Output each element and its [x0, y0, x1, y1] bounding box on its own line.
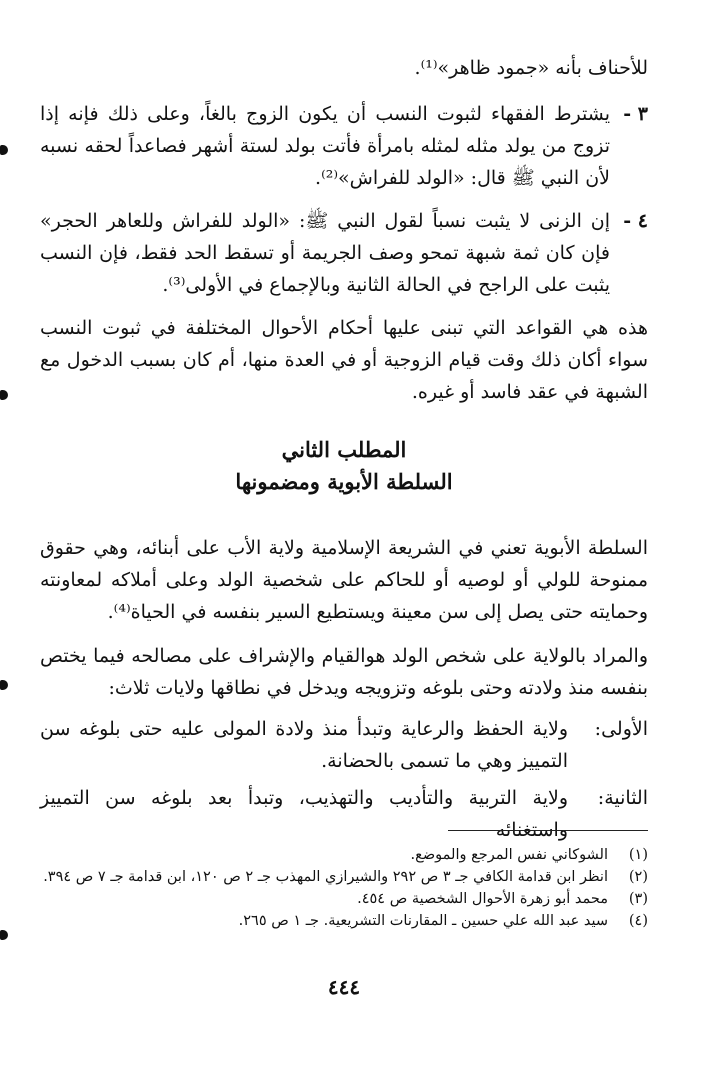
- list-item-4: [40, 205, 648, 301]
- page-number: ٤٤٤: [327, 975, 361, 999]
- heading-subtitle: السلطة الأبوية ومضمونها: [235, 469, 453, 494]
- footnotes: [40, 844, 648, 932]
- footnote-text: انظر ابن قدامة الكافي جـ ٣ ص ٢٩٢ والشيرازي المهذب جـ ٢ ص ١٢٠، ابن قدامة جـ ٧ ص ٣٩٤.: [43, 869, 608, 885]
- list-item-number: ٤ -: [623, 210, 648, 232]
- wilaya-first: [40, 713, 648, 777]
- list-item-text: إن الزنى لا يثبت نسباً لقول النبي ﷺ: «الولد للفراش وللعاهر الحجر» فإن كان ثمة شبهة تمحو وصف الجريمة أو تسقط الحد فقط، فإن النسب يثبت على الراجح في الحالة الثانية وبالإجماع في الأولى⁽³⁾.: [40, 210, 610, 296]
- margin-mark: [0, 930, 8, 940]
- wilaya-label: الأولى:: [594, 718, 648, 740]
- wilaya-text: ولاية الحفظ والرعاية وتبدأ منذ ولادة المولى عليه حتى بلوغه سن التمييز وهي ما تسمى بالحضانة.: [40, 718, 568, 772]
- list-item-3: [40, 98, 648, 194]
- wilaya-second: [40, 782, 648, 846]
- footnote-separator: [448, 830, 648, 831]
- footnote-number: (٤): [628, 913, 648, 929]
- footnote-item: [40, 888, 648, 910]
- footnote-number: (٣): [628, 891, 648, 907]
- wilaya-text: ولاية التربية والتأديب والتهذيب، وتبدأ بعد بلوغه سن التمييز واستغنائه: [40, 787, 568, 841]
- section-heading: [40, 434, 648, 498]
- wilaya-label: الثانية:: [597, 787, 648, 809]
- footnote-text: الشوكاني نفس المرجع والموضع.: [410, 847, 608, 863]
- margin-mark: [0, 680, 8, 690]
- margin-mark: [0, 390, 8, 400]
- document-page: [40, 50, 648, 1060]
- paragraph-authority: السلطة الأبوية تعني في الشريعة الإسلامية ولاية الأب على أبنائه، وهي حقوق ممنوحة للولي أو لوصيه أو للحاكم على شخصية الولد وعلى أملاكه لمعاونته وحمايته حتى يصل إلى سن معينة ويستطيع السير بنفسه في الحياة⁽⁴⁾.: [40, 537, 648, 623]
- footnote-item: [40, 844, 648, 866]
- paragraph-wilaya: والمراد بالولاية على شخص الولد هوالقيام والإشراف على مصالحه فيما يختص بنفسه منذ ولادته وحتى بلوغه وتزويجه ويدخل في نطاقها ولايات ثلاث:: [40, 645, 648, 699]
- heading-title: المطلب الثاني: [281, 437, 407, 462]
- footnote-item: [40, 866, 648, 888]
- footnote-text: محمد أبو زهرة الأحوال الشخصية ص ٤٥٤.: [357, 891, 608, 907]
- paragraph-continuation: للأحناف بأنه «جمود ظاهر»⁽¹⁾.: [414, 57, 648, 79]
- list-item-number: ٣ -: [623, 103, 648, 125]
- footnote-number: (٢): [628, 869, 648, 885]
- list-item-text: يشترط الفقهاء لثبوت النسب أن يكون الزوج بالغاً، وعلى ذلك فإنه إذا تزوج من يولد مثله لمثله بامرأة فأتت بولد لستة أشهر فصاعداً لحقه نسبه لأن النبي ﷺ قال: «الولد للفراش»⁽²⁾.: [40, 103, 610, 189]
- footnote-number: (١): [628, 847, 648, 863]
- paragraph-rules: هذه هي القواعد التي تبنى عليها أحكام الأحوال المختلفة في ثبوت النسب سواء أكان ذلك وقت قيام الزوجية أو في العدة منها، أم كان بسبب الدخول مع الشبهة في عقد فاسد أو غيره.: [40, 317, 648, 403]
- footnote-item: [40, 910, 648, 932]
- footnote-text: سيد عبد الله علي حسين ـ المقارنات التشريعية. جـ ١ ص ٢٦٥.: [238, 913, 608, 929]
- margin-mark: [0, 145, 8, 155]
